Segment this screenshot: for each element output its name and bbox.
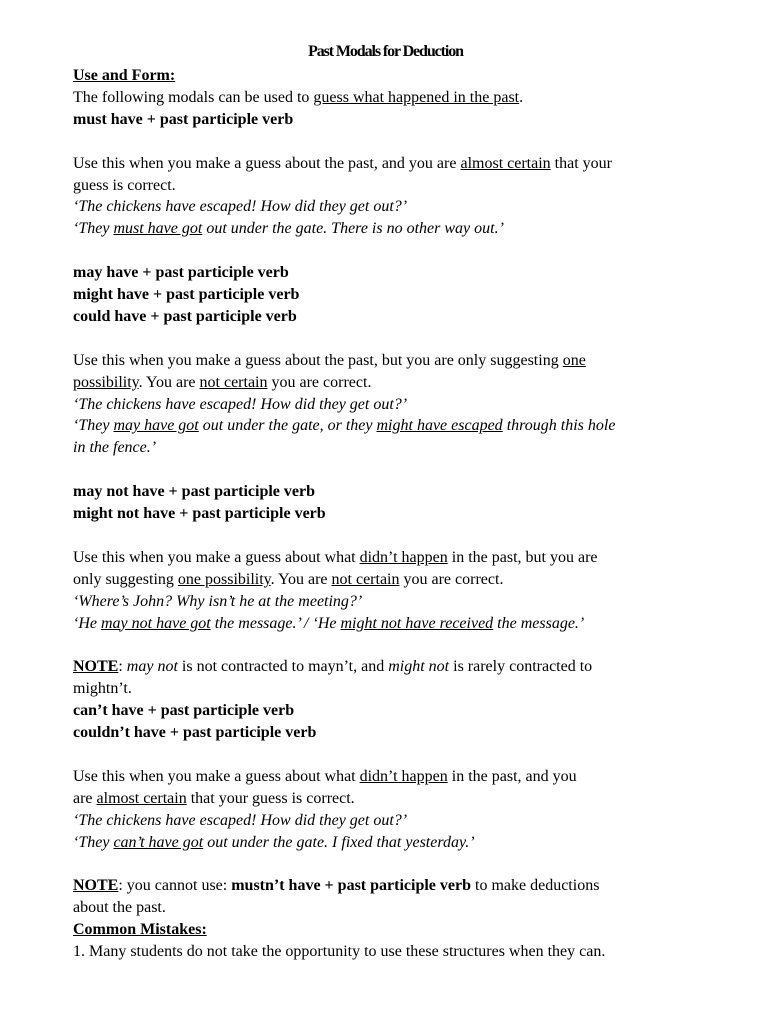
example-line: in the fence.’ — [73, 439, 157, 457]
form-couldnt-have: couldn’t have + past participle verb — [73, 724, 317, 742]
note-line: mightn’t. — [73, 680, 132, 698]
spacer — [73, 525, 698, 547]
intro-line: The following modals can be used to guess what happened in the past. — [73, 88, 524, 106]
form-could-have: could have + past participle verb — [73, 307, 297, 325]
spacer — [73, 459, 698, 481]
mistake-item: 1. Many students do not take the opportunity to use these structures when they can. — [73, 943, 606, 961]
example-line: ‘They may have got out under the gate, or they might have escaped through this hole — [73, 417, 616, 435]
form-may-not-have: may not have + past participle verb — [73, 483, 315, 501]
explanation-line: Use this when you make a guess about what didn’t happen in the past, but you are — [73, 548, 598, 566]
form-might-have: might have + past participle verb — [73, 286, 300, 304]
spacer — [73, 240, 698, 262]
example-line: ‘They must have got out under the gate. There is no other way out.’ — [73, 220, 504, 238]
spacer — [73, 854, 698, 876]
use-and-form-heading: Use and Form: — [73, 67, 176, 84]
example-line: ‘The chickens have escaped! How did they get out?’ — [73, 198, 408, 216]
spacer — [73, 634, 698, 656]
explanation-line: only suggesting one possibility. You are not certain you are correct. — [73, 570, 504, 588]
note-line: NOTE: may not is not contracted to mayn’t, and might not is rarely contracted to — [73, 658, 593, 676]
explanation-line: are almost certain that your guess is correct. — [73, 789, 355, 807]
spacer — [73, 328, 698, 350]
note-line: NOTE: you cannot use: mustn’t have + past participle verb to make deductions — [73, 877, 600, 895]
note-line: about the past. — [73, 899, 166, 917]
example-line: ‘He may not have got the message.’ / ‘He might not have received the message.’ — [73, 614, 585, 632]
example-line: ‘The chickens have escaped! How did they get out?’ — [73, 395, 408, 413]
example-line: ‘They can’t have got out under the gate. I fixed that yesterday.’ — [73, 833, 475, 851]
spacer — [73, 744, 698, 766]
form-might-not-have: might not have + past participle verb — [73, 505, 326, 523]
explanation-line: guess is correct. — [73, 176, 176, 194]
form-cant-have: can’t have + past participle verb — [73, 702, 295, 720]
explanation-line: Use this when you make a guess about the past, but you are only suggesting one — [73, 351, 586, 369]
explanation-line: possibility. You are not certain you are correct. — [73, 373, 372, 391]
explanation-line: Use this when you make a guess about what didn’t happen in the past, and you — [73, 767, 577, 785]
example-line: ‘The chickens have escaped! How did they get out?’ — [73, 811, 408, 829]
example-line: ‘Where’s John? Why isn’t he at the meeting?’ — [73, 592, 363, 610]
document-page — [73, 40, 698, 963]
explanation-line: Use this when you make a guess about the past, and you are almost certain that your — [73, 154, 612, 172]
form-must-have: must have + past participle verb — [73, 110, 294, 128]
form-may-have: may have + past participle verb — [73, 264, 289, 282]
spacer — [73, 131, 698, 153]
page-title: Past Modals for Deduction — [308, 43, 463, 60]
common-mistakes-heading: Common Mistakes: — [73, 921, 207, 939]
